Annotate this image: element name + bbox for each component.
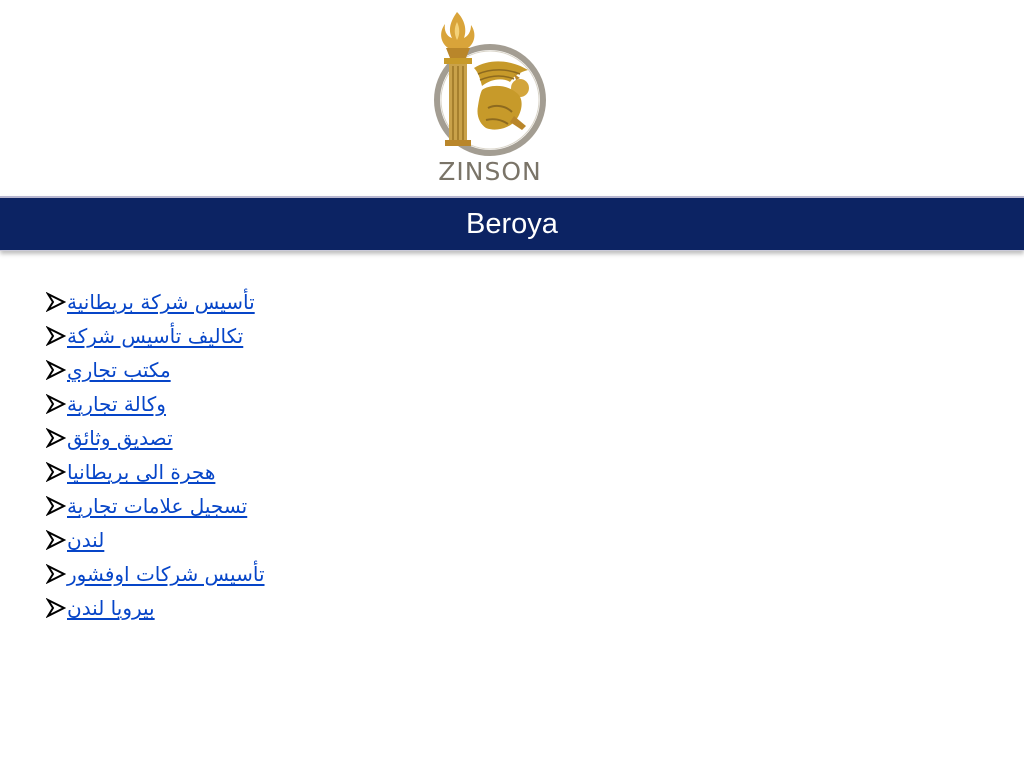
arrow-checkmark-bullet-icon bbox=[46, 496, 66, 516]
link-offshore-companies[interactable]: تأسيس شركات اوفشور bbox=[67, 562, 265, 586]
list-item bbox=[46, 319, 265, 353]
link-uk-company-formation[interactable]: تأسيس شركة بريطانية bbox=[67, 290, 255, 314]
link-commercial-office[interactable]: مكتب تجاري bbox=[67, 358, 171, 382]
link-beroya-london[interactable]: بيرويا لندن bbox=[67, 596, 155, 620]
list-item bbox=[46, 489, 265, 523]
link-trademark-registration[interactable]: تسجيل علامات تجارية bbox=[67, 494, 248, 518]
list-item bbox=[46, 387, 265, 421]
zinson-logo bbox=[430, 8, 550, 186]
link-uk-immigration[interactable]: هجرة الى بريطانيا bbox=[67, 460, 216, 484]
arrow-checkmark-bullet-icon bbox=[46, 292, 66, 312]
arrow-checkmark-bullet-icon bbox=[46, 326, 66, 346]
page-title: Beroya bbox=[466, 208, 558, 240]
list-item bbox=[46, 421, 265, 455]
arrow-checkmark-bullet-icon bbox=[46, 530, 66, 550]
list-item bbox=[46, 455, 265, 489]
arrow-checkmark-bullet-icon bbox=[46, 598, 66, 618]
arrow-checkmark-bullet-icon bbox=[46, 564, 66, 584]
list-item bbox=[46, 523, 265, 557]
list-item bbox=[46, 557, 265, 591]
list-item bbox=[46, 285, 265, 319]
arrow-checkmark-bullet-icon bbox=[46, 428, 66, 448]
link-commercial-agency[interactable]: وكالة تجارية bbox=[67, 392, 166, 416]
arrow-checkmark-bullet-icon bbox=[46, 462, 66, 482]
title-band bbox=[0, 196, 1024, 251]
link-company-formation-costs[interactable]: تكاليف تأسيس شركة bbox=[67, 324, 244, 348]
link-document-attestation[interactable]: تصديق وثائق bbox=[67, 426, 173, 450]
logo-wordmark: ZINSON bbox=[438, 157, 542, 186]
list-item bbox=[46, 353, 265, 387]
arrow-checkmark-bullet-icon bbox=[46, 360, 66, 380]
link-list bbox=[46, 285, 265, 625]
winged-lion-torch-logo-icon bbox=[430, 8, 550, 158]
list-item bbox=[46, 591, 265, 625]
link-london[interactable]: لندن bbox=[67, 528, 105, 552]
arrow-checkmark-bullet-icon bbox=[46, 394, 66, 414]
